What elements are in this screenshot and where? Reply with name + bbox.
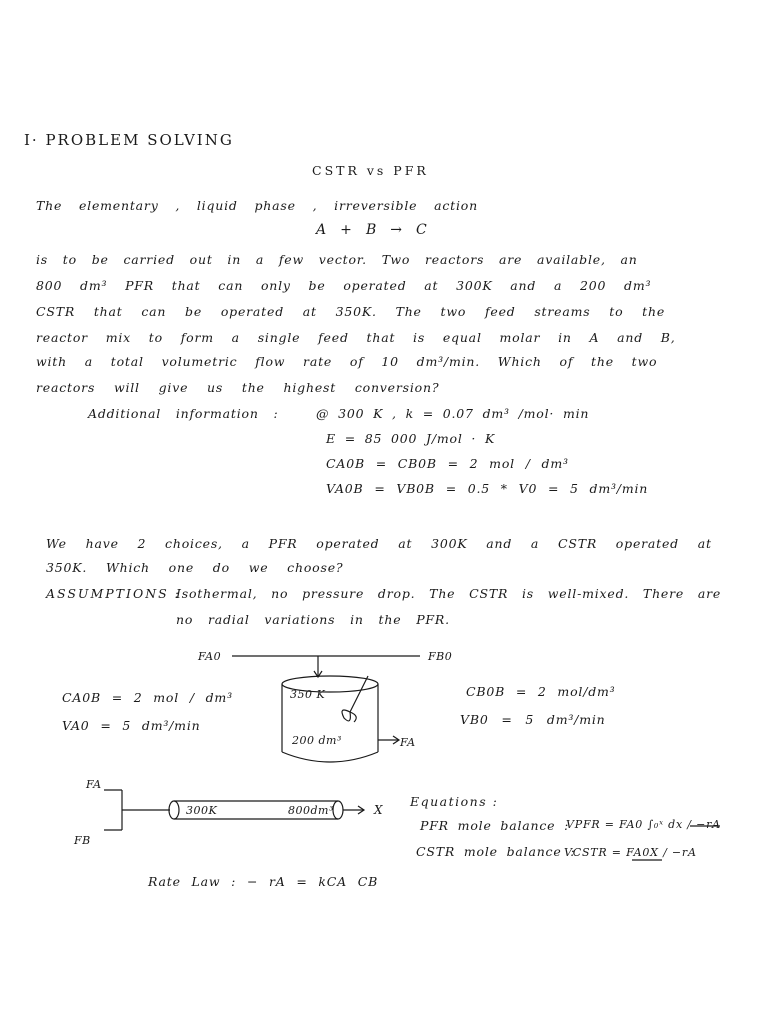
assumptions-label: ASSUMPTIONS : [46, 586, 181, 601]
left-feed-flow: VA0 = 5 dm³/min [62, 718, 201, 733]
pfr-outlet-end [333, 801, 343, 819]
problem-line-3: 800 dm³ PFR that can only be operated at 300K and a 200 dm³ [36, 278, 652, 293]
pfr-inlet-end [169, 801, 179, 819]
pfr-temperature: 300K [186, 804, 218, 817]
problem-line-1: The elementary , liquid phase , irreversible action [36, 198, 478, 213]
stirrer-shaft [350, 676, 368, 712]
feed-flowrates: VA0B = VB0B = 0.5 * V0 = 5 dm³/min [326, 481, 649, 496]
cstr-mole-balance-label: CSTR mole balance : [416, 844, 576, 859]
choices-line-1: We have 2 choices, a PFR operated at 300K and a CSTR operated at [46, 536, 712, 551]
problem-line-7: reactors will give us the highest conversion? [36, 380, 440, 395]
subtitle: CSTR vs PFR [312, 163, 429, 178]
reaction-equation: A + B → C [316, 222, 428, 238]
cstr-temperature: 350 K [290, 688, 326, 701]
fa-label: FA [86, 778, 102, 791]
right-feed-concentration: CB0B = 2 mol/dm³ [466, 684, 616, 699]
problem-line-2: is to be carried out in a few vector. Two reactors are available, an [36, 252, 638, 267]
cstr-outlet-label: FA [400, 736, 416, 749]
left-feed-concentration: CA0B = 2 mol / dm³ [62, 690, 233, 705]
rate-constant: @ 300 K , k = 0.07 dm³ /mol· min [316, 406, 590, 421]
pfr-volume: 800dm³ [288, 804, 334, 817]
pfr-mole-balance-equation: VPFR = FA0 ∫₀ˣ dx / −rA [566, 818, 721, 831]
fa0-label: FA0 [198, 650, 222, 663]
problem-line-4: CSTR that can be operated at 350K. The two feed streams to the [36, 304, 666, 319]
problem-line-5: reactor mix to form a single feed that is equal molar in A and B, [36, 330, 676, 345]
activation-energy: E = 85 000 J/mol · K [326, 431, 496, 446]
feed-concentrations: CA0B = CB0B = 2 mol / dm³ [326, 456, 569, 471]
rate-law: Rate Law : − rA = kCA CB [148, 874, 379, 889]
cstr-volume: 200 dm³ [292, 734, 342, 747]
assumptions-line-2: no radial variations in the PFR. [176, 612, 450, 627]
section-heading: I· PROBLEM SOLVING [24, 131, 234, 149]
additional-info-label: Additional information : [88, 406, 279, 421]
cstr-bottom [282, 752, 378, 762]
conversion-x-label: X [374, 803, 384, 817]
cstr-mole-balance-equation: VCSTR = FA0X / −rA [564, 846, 697, 859]
choices-line-2: 350K. Which one do we choose? [46, 560, 344, 575]
problem-line-6: with a total volumetric flow rate of 10 dm³/min. Which of the two [36, 354, 658, 369]
right-feed-flow: VB0 = 5 dm³/min [460, 712, 606, 727]
assumptions-line-1: Isothermal, no pressure drop. The CSTR is well-mixed. There are [176, 586, 722, 601]
stirrer-blade [342, 710, 356, 722]
equations-label: Equations : [410, 794, 499, 809]
fb0-label: FB0 [428, 650, 453, 663]
pfr-mole-balance-label: PFR mole balance : [420, 818, 570, 833]
fb-label: FB [74, 834, 91, 847]
